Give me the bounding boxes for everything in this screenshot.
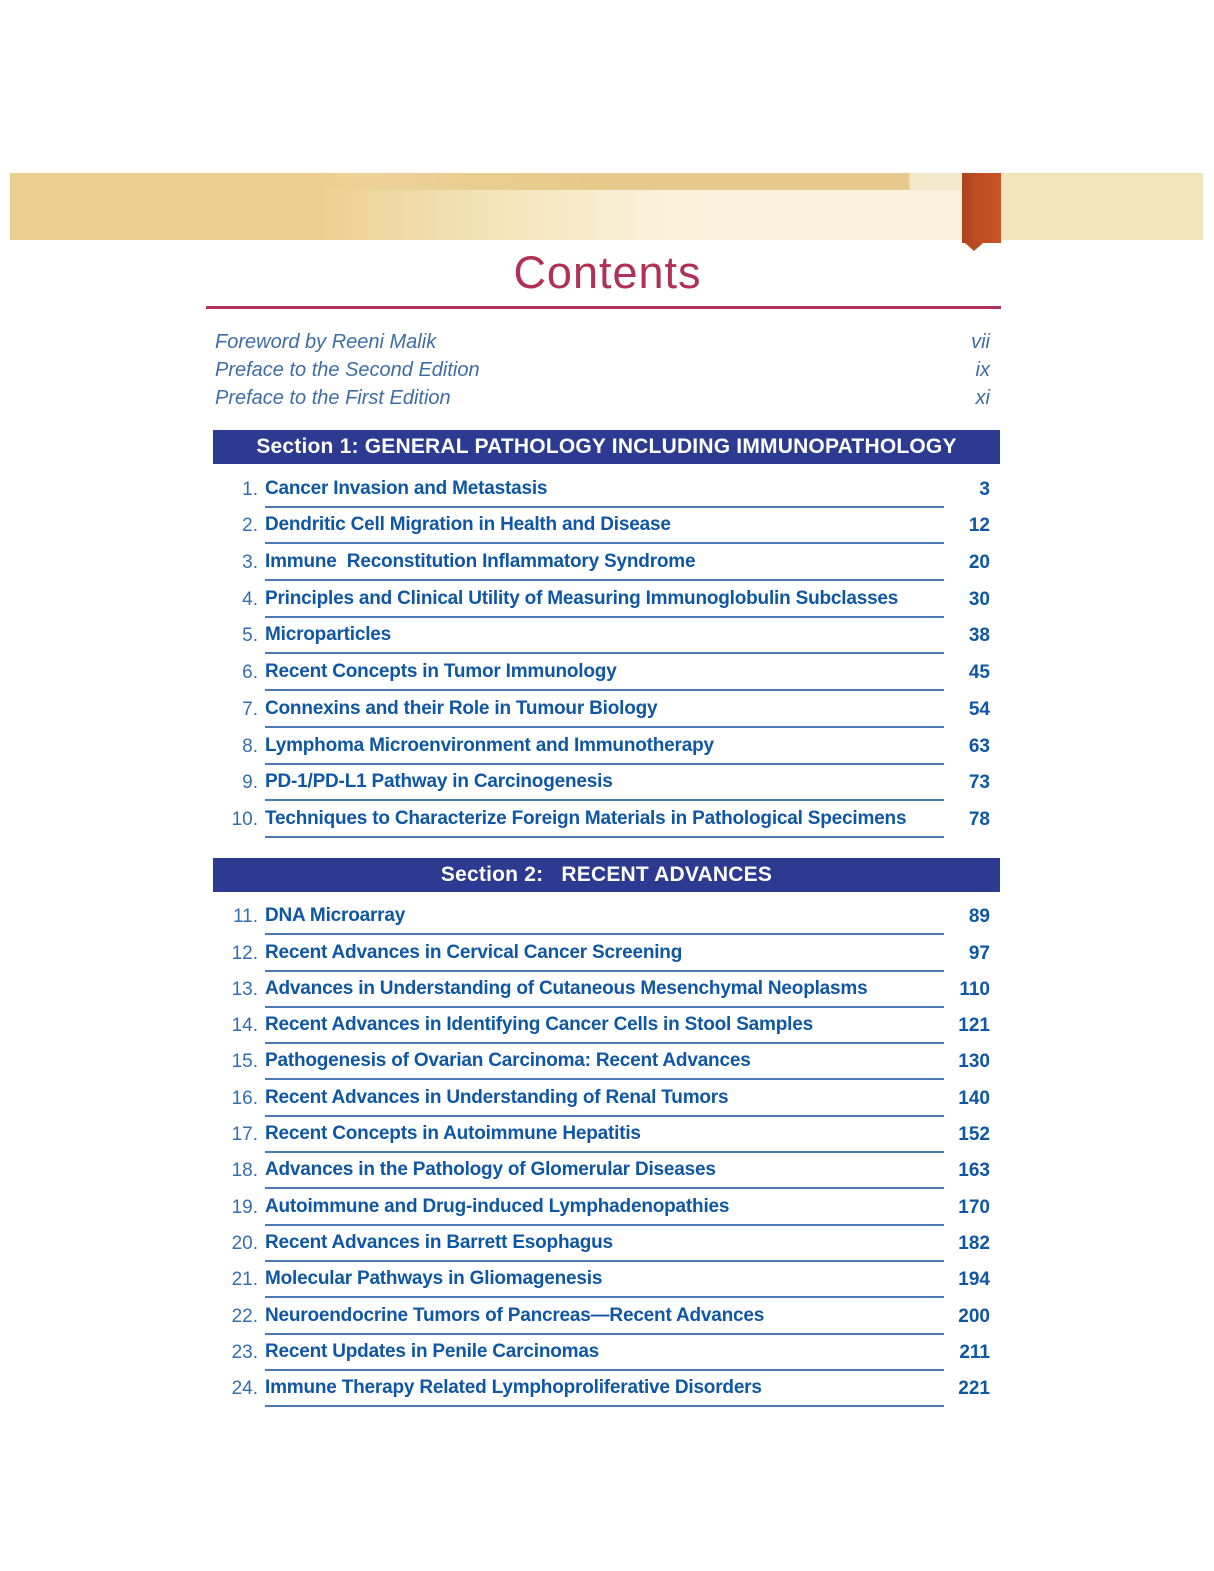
- toc-entry: [215, 618, 1000, 655]
- front-matter-label: Foreword by Reeni Malik: [215, 331, 437, 353]
- toc-entry: [215, 654, 1000, 691]
- toc-entry: [215, 899, 1000, 935]
- section-2-items: [215, 899, 1000, 1407]
- toc-entry-page-number: 78: [968, 808, 990, 830]
- toc-entry-number: 5.: [242, 625, 258, 647]
- section-2-header: Section 2: RECENT ADVANCES: [213, 858, 1000, 892]
- toc-entry-underline: [265, 771, 944, 801]
- toc-entry-title: Pathogenesis of Ovarian Carcinoma: Recent Advances: [265, 1050, 751, 1072]
- toc-entry-underline: [265, 661, 944, 691]
- toc-entry-page-number: 140: [958, 1087, 990, 1109]
- banner-top-stripe: [10, 173, 1203, 190]
- toc-entry-underline: [265, 698, 944, 728]
- toc-entry: [215, 1226, 1000, 1262]
- toc-entry-number: 9.: [242, 772, 258, 794]
- toc-entry-page-number: 152: [958, 1124, 990, 1146]
- toc-entry-number: 24.: [231, 1378, 258, 1400]
- toc-entry-title: Recent Concepts in Tumor Immunology: [265, 661, 617, 683]
- toc-entry-underline: [265, 1377, 944, 1407]
- toc-entry: [215, 1044, 1000, 1080]
- toc-entry-underline: [265, 624, 944, 654]
- front-matter-label: Preface to the First Edition: [215, 387, 451, 409]
- toc-entry-underline: [265, 1159, 944, 1189]
- toc-entry-underline: [265, 1196, 944, 1226]
- toc-entry-title: Molecular Pathways in Gliomagenesis: [265, 1268, 603, 1290]
- toc-entry-number: 4.: [242, 588, 258, 610]
- toc-entry-number: 19.: [231, 1196, 258, 1218]
- toc-entry-title: Recent Advances in Identifying Cancer Cells in Stool Samples: [265, 1014, 813, 1036]
- toc-entry-title: Advances in Understanding of Cutaneous Mesenchymal Neoplasms: [265, 977, 868, 999]
- decorative-banner: [10, 173, 1203, 240]
- toc-entry: [215, 1298, 1000, 1334]
- toc-entry-number: 12.: [231, 942, 258, 964]
- toc-entry-number: 11.: [232, 906, 258, 928]
- toc-entry: [215, 508, 1000, 545]
- toc-entry-title: Connexins and their Role in Tumour Biology: [265, 697, 658, 719]
- toc-entry-page-number: 163: [958, 1160, 990, 1182]
- toc-entry: [215, 581, 1000, 618]
- toc-entry: [215, 765, 1000, 802]
- toc-entry-title: Immune Therapy Related Lymphoproliferative Disorders: [265, 1377, 762, 1399]
- toc-entry-page-number: 194: [958, 1269, 990, 1291]
- toc-entry: [215, 1117, 1000, 1153]
- toc-entry-underline: [265, 1305, 944, 1335]
- toc-entry-underline: [265, 735, 944, 765]
- toc-entry-title: Techniques to Characterize Foreign Materials in Pathological Specimens: [265, 807, 907, 829]
- toc-entry-number: 16.: [231, 1087, 258, 1109]
- toc-entry-number: 15.: [231, 1051, 258, 1073]
- toc-entry-title: Cancer Invasion and Metastasis: [265, 477, 548, 499]
- toc-entry-title: Recent Concepts in Autoimmune Hepatitis: [265, 1123, 641, 1145]
- toc-entry-title: Advances in the Pathology of Glomerular Diseases: [265, 1159, 716, 1181]
- page-title: Contents: [513, 247, 702, 298]
- toc-entry-title: Immune Reconstitution Inflammatory Syndrome: [265, 551, 696, 573]
- toc-entry-number: 21.: [231, 1269, 258, 1291]
- toc-entry-number: 18.: [231, 1160, 258, 1182]
- toc-entry-number: 3.: [242, 552, 258, 574]
- toc-entry-page-number: 38: [968, 625, 990, 647]
- toc-entry-number: 6.: [242, 662, 258, 684]
- toc-entry-title: Recent Advances in Barrett Esophagus: [265, 1231, 613, 1253]
- toc-entry-number: 17.: [231, 1124, 258, 1146]
- toc-entry-number: 23.: [231, 1341, 258, 1363]
- toc-entry-page-number: 211: [959, 1341, 990, 1363]
- toc-entry-underline: [265, 478, 944, 508]
- toc-entry: [215, 1008, 1000, 1044]
- toc-entry-page-number: 63: [968, 735, 990, 757]
- toc-entry-number: 10.: [231, 808, 258, 830]
- front-matter-entry: [215, 387, 1000, 415]
- toc-entry: [215, 1189, 1000, 1225]
- toc-entry-page-number: 45: [968, 662, 990, 684]
- toc-entry-title: Recent Updates in Penile Carcinomas: [265, 1340, 600, 1362]
- toc-entry-page-number: 30: [968, 588, 990, 610]
- toc-entry-page-number: 170: [958, 1196, 990, 1218]
- toc-entry: [215, 471, 1000, 508]
- toc-entry: [215, 1153, 1000, 1189]
- toc-entry-title: Neuroendocrine Tumors of Pancreas—Recent Advances: [265, 1304, 765, 1326]
- toc-entry-page-number: 110: [959, 978, 990, 1000]
- toc-entry-underline: [265, 1232, 944, 1262]
- toc-entry-number: 8.: [242, 735, 258, 757]
- toc-entry: [215, 972, 1000, 1008]
- toc-entry-page-number: 221: [958, 1378, 990, 1400]
- toc-entry-number: 20.: [231, 1232, 258, 1254]
- toc-entry-underline: [265, 978, 944, 1008]
- toc-entry-page-number: 20: [968, 552, 990, 574]
- front-matter-page-number: ix: [975, 359, 990, 381]
- bookmark-ribbon-icon: [962, 173, 1001, 243]
- toc-entry-underline: [265, 1014, 944, 1044]
- toc-entry-underline: [265, 808, 944, 838]
- toc-entry-title: Principles and Clinical Utility of Measuring Immunoglobulin Subclasses: [265, 587, 899, 609]
- toc-entry-page-number: 182: [958, 1232, 990, 1254]
- title-rule: [206, 306, 1001, 309]
- toc-entry-title: PD-1/PD-L1 Pathway in Carcinogenesis: [265, 771, 613, 793]
- toc-entry: [215, 691, 1000, 728]
- toc-entry: [215, 1080, 1000, 1116]
- toc-entry-page-number: 130: [958, 1051, 990, 1073]
- toc-entry-title: Recent Advances in Understanding of Renal Tumors: [265, 1086, 729, 1108]
- toc-entry-number: 13.: [231, 978, 258, 1000]
- toc-entry-underline: [265, 1268, 944, 1298]
- front-matter-list: [215, 331, 1000, 415]
- toc-entry-underline: [265, 1341, 944, 1371]
- toc-entry-title: Recent Advances in Cervical Cancer Screening: [265, 941, 683, 963]
- toc-entry-number: 22.: [231, 1305, 258, 1327]
- toc-entry: [215, 728, 1000, 765]
- toc-entry-number: 1.: [242, 478, 258, 500]
- front-matter-entry: [215, 359, 1000, 387]
- toc-entry-underline: [265, 514, 944, 544]
- front-matter-label: Preface to the Second Edition: [215, 359, 480, 381]
- section-1-header: Section 1: GENERAL PATHOLOGY INCLUDING IMMUNOPATHOLOGY: [213, 430, 1000, 464]
- toc-entry: [215, 544, 1000, 581]
- toc-entry-underline: [265, 1123, 944, 1153]
- toc-entry-page-number: 121: [958, 1015, 990, 1037]
- toc-entry-page-number: 73: [968, 772, 990, 794]
- toc-entry: [215, 935, 1000, 971]
- front-matter-page-number: vii: [971, 331, 990, 353]
- toc-entry-page-number: 89: [968, 906, 990, 928]
- toc-entry-underline: [265, 942, 944, 972]
- toc-entry-title: Dendritic Cell Migration in Health and Disease: [265, 514, 671, 536]
- toc-entry-underline: [265, 1050, 944, 1080]
- toc-entry-page-number: 97: [968, 942, 990, 964]
- front-matter-entry: [215, 331, 1000, 359]
- toc-entry-number: 2.: [242, 515, 258, 537]
- toc-entry: [215, 801, 1000, 838]
- toc-entry-underline: [265, 588, 944, 618]
- toc-entry: [215, 1262, 1000, 1298]
- toc-entry-page-number: 3: [979, 478, 990, 500]
- toc-entry-underline: [265, 905, 944, 935]
- toc-entry-underline: [265, 1087, 944, 1117]
- toc-entry-number: 7.: [242, 698, 258, 720]
- toc-entry-page-number: 12: [968, 515, 990, 537]
- toc-entry-title: Lymphoma Microenvironment and Immunotherapy: [265, 734, 714, 756]
- toc-entry-page-number: 54: [968, 698, 990, 720]
- toc-entry-page-number: 200: [958, 1305, 990, 1327]
- front-matter-page-number: xi: [975, 387, 990, 409]
- section-1-items: [215, 471, 1000, 838]
- toc-entry: [215, 1335, 1000, 1371]
- toc-entry-underline: [265, 551, 944, 581]
- toc-entry-title: Autoimmune and Drug-induced Lymphadenopathies: [265, 1195, 730, 1217]
- toc-entry-title: Microparticles: [265, 624, 392, 646]
- toc-entry-number: 14.: [231, 1015, 258, 1037]
- toc-entry-title: DNA Microarray: [265, 905, 406, 927]
- toc-entry: [215, 1371, 1000, 1407]
